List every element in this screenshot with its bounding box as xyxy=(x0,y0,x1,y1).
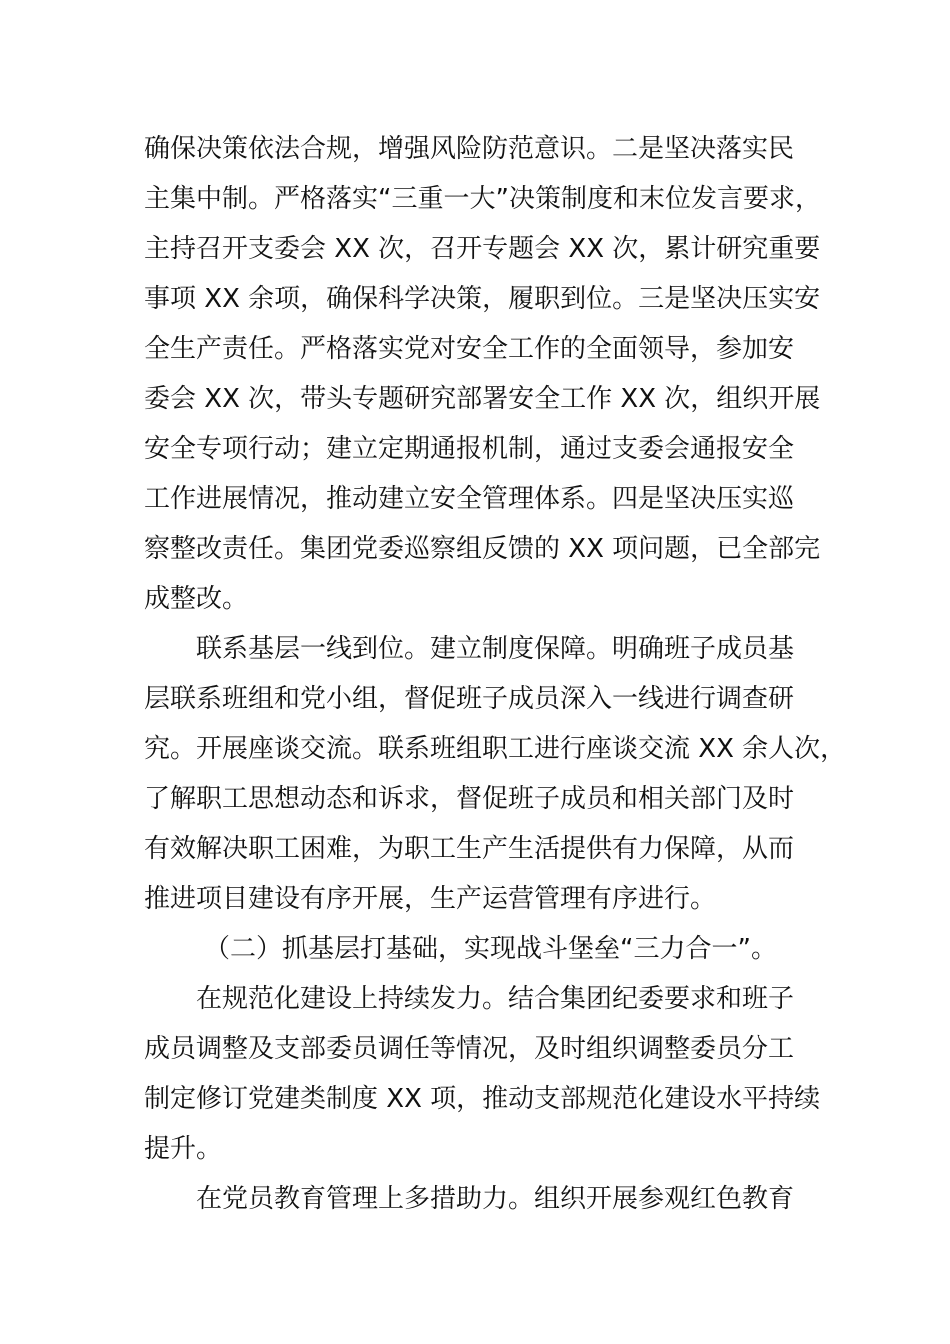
paragraph-start-line: 在党员教育管理上多措助力。组织开展参观红色教育 xyxy=(196,1184,795,1214)
body-line: 委会 XX 次，带头专题研究部署安全工作 XX 次，组织开展 xyxy=(144,384,821,414)
body-line: 主持召开支委会 XX 次，召开专题会 XX 次，累计研究重要 xyxy=(144,234,821,264)
body-line: 主集中制。严格落实“三重一大”决策制度和末位发言要求， xyxy=(144,184,821,214)
body-line: 制定修订党建类制度 XX 项，推动支部规范化建设水平持续 xyxy=(144,1084,821,1114)
body-line: 层联系班组和党小组，督促班子成员深入一线进行调查研 xyxy=(144,684,795,714)
paragraph-start-line: 联系基层一线到位。建立制度保障。明确班子成员基 xyxy=(196,634,795,664)
body-line: 有效解决职工困难，为职工生产生活提供有力保障，从而 xyxy=(144,834,795,864)
body-line: 全生产责任。严格落实党对安全工作的全面领导，参加安 xyxy=(144,334,795,364)
body-line: 确保决策依法合规，增强风险防范意识。二是坚决落实民 xyxy=(144,134,795,164)
body-line: 成员调整及支部委员调任等情况，及时组织调整委员分工 xyxy=(144,1034,795,1064)
body-line: 了解职工思想动态和诉求，督促班子成员和相关部门及时 xyxy=(144,784,795,814)
paragraph-start-line: 在规范化建设上持续发力。结合集团纪委要求和班子 xyxy=(196,984,795,1014)
section-heading: （二）抓基层打基础，实现战斗堡垒“三力合一”。 xyxy=(204,934,777,964)
document-body xyxy=(144,124,847,1224)
body-line: 成整改。 xyxy=(144,584,249,614)
body-line: 工作进展情况，推动建立安全管理体系。四是坚决压实巡 xyxy=(144,484,795,514)
body-line: 提升。 xyxy=(144,1134,223,1164)
body-line: 究。开展座谈交流。联系班组职工进行座谈交流 XX 余人次， xyxy=(144,734,847,764)
body-line: 推进项目建设有序开展，生产运营管理有序进行。 xyxy=(144,884,717,914)
body-line: 安全专项行动；建立定期通报机制，通过支委会通报安全 xyxy=(144,434,795,464)
body-line: 察整改责任。集团党委巡察组反馈的 XX 项问题，已全部完 xyxy=(144,534,821,564)
body-line: 事项 XX 余项，确保科学决策，履职到位。三是坚决压实安 xyxy=(144,284,821,314)
